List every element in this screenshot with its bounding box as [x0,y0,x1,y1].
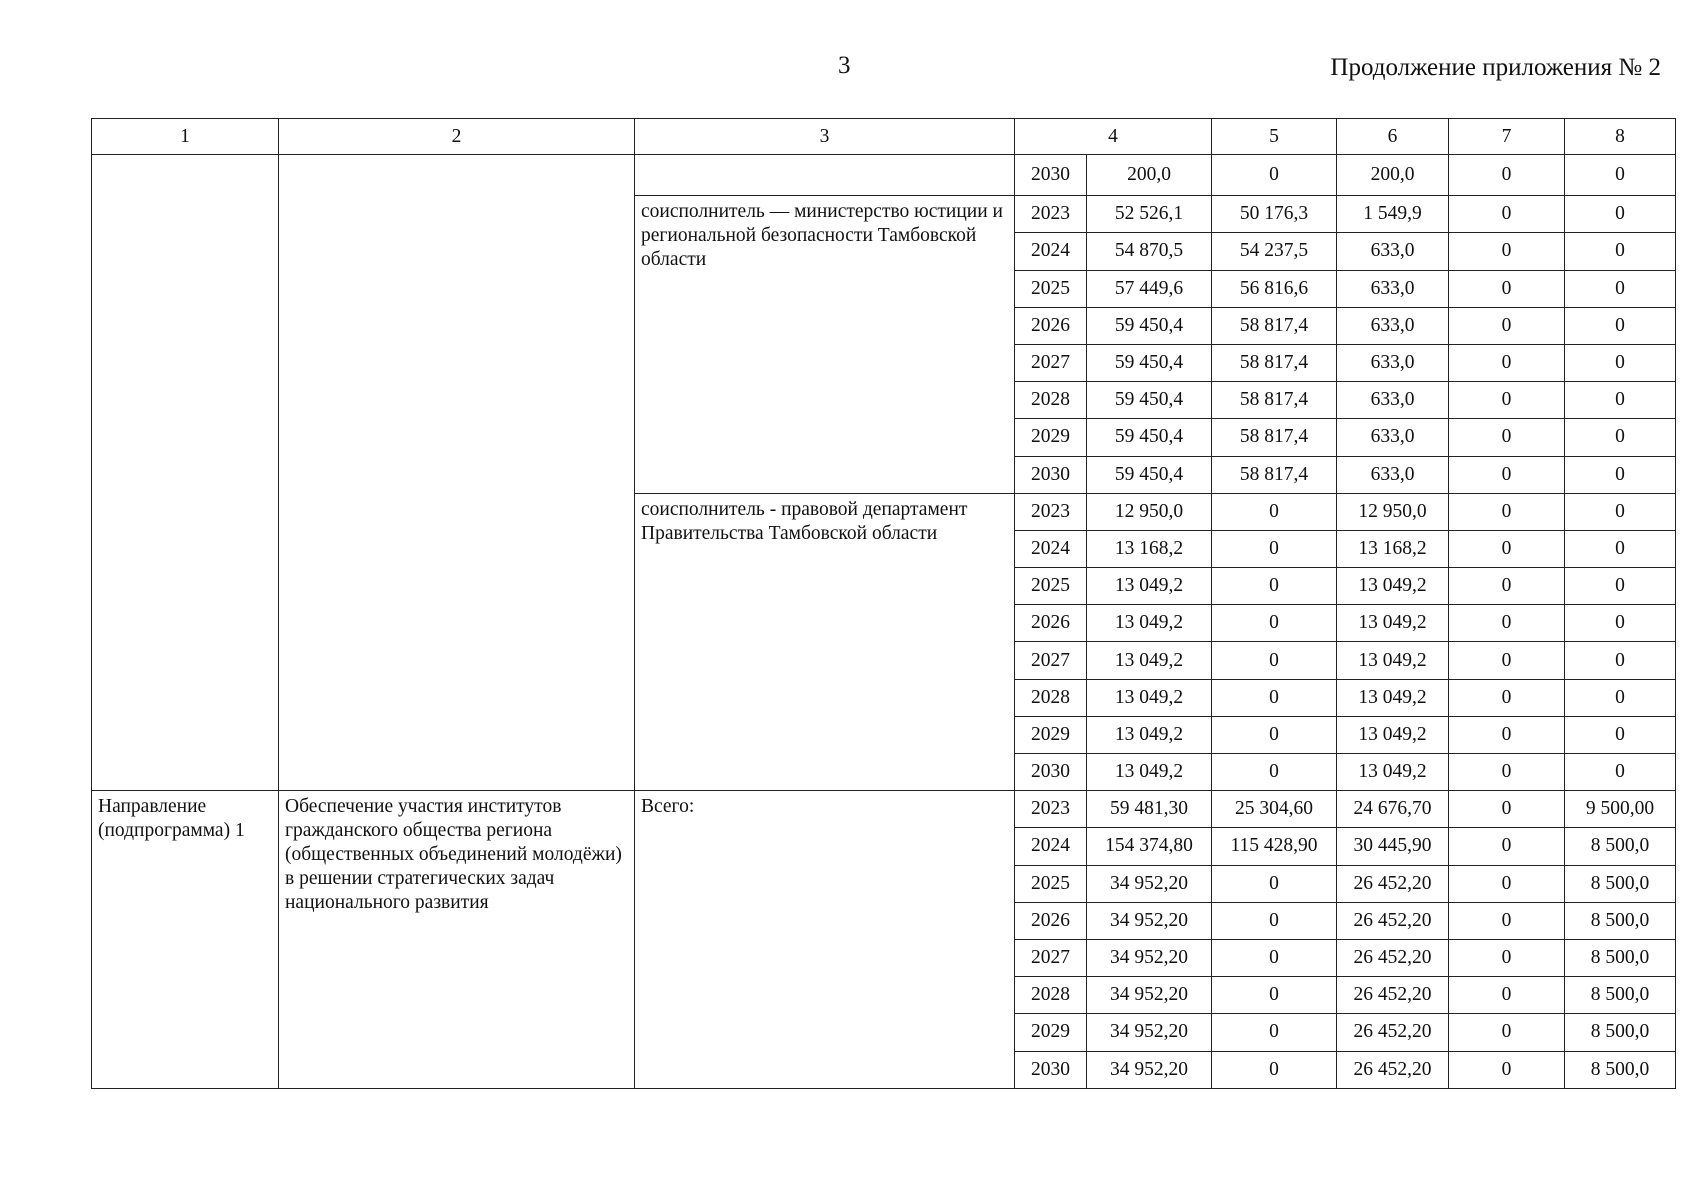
value-cell: 0 [1565,233,1676,270]
executor-cell: соисполнитель — министерство юстиции и региональной безопасности Тамбовской области [635,196,1015,494]
value-cell: 12 950,0 [1087,493,1212,530]
value-cell: 0 [1212,530,1337,567]
column-header: 8 [1565,119,1676,155]
value-cell: 13 049,2 [1087,679,1212,716]
value-cell: 0 [1449,605,1565,642]
value-cell: 13 049,2 [1337,605,1449,642]
value-cell: 8 500,0 [1565,1051,1676,1088]
value-cell: 8 500,0 [1565,828,1676,865]
value-cell: 0 [1449,939,1565,976]
value-cell: 8 500,0 [1565,977,1676,1014]
value-cell: 0 [1212,716,1337,753]
page-number: 3 [838,52,851,79]
value-cell: 0 [1212,605,1337,642]
year-cell: 2027 [1015,642,1087,679]
value-cell: 633,0 [1337,419,1449,456]
value-cell: 58 817,4 [1212,307,1337,344]
value-cell: 0 [1449,382,1565,419]
value-cell: 200,0 [1087,155,1212,196]
value-cell: 0 [1449,828,1565,865]
value-cell: 0 [1565,155,1676,196]
year-cell: 2025 [1015,865,1087,902]
column-header: 3 [635,119,1015,155]
column-header: 5 [1212,119,1337,155]
value-cell: 0 [1449,270,1565,307]
value-cell: 1 549,9 [1337,196,1449,233]
value-cell: 58 817,4 [1212,456,1337,493]
value-cell: 0 [1565,456,1676,493]
value-cell: 58 817,4 [1212,382,1337,419]
value-cell: 8 500,0 [1565,902,1676,939]
value-cell: 0 [1212,1051,1337,1088]
year-cell: 2030 [1015,1051,1087,1088]
value-cell: 26 452,20 [1337,902,1449,939]
value-cell: 0 [1565,568,1676,605]
value-cell: 0 [1565,307,1676,344]
value-cell: 0 [1449,791,1565,828]
value-cell: 0 [1449,642,1565,679]
direction-cell: Направление (подпрограмма) 1 [92,791,279,1089]
value-cell: 0 [1449,155,1565,196]
value-cell: 56 816,6 [1212,270,1337,307]
value-cell: 0 [1449,1014,1565,1051]
year-cell: 2024 [1015,233,1087,270]
value-cell: 0 [1565,344,1676,381]
value-cell: 13 168,2 [1087,530,1212,567]
value-cell: 54 870,5 [1087,233,1212,270]
value-cell: 9 500,00 [1565,791,1676,828]
value-cell: 8 500,0 [1565,865,1676,902]
value-cell: 0 [1565,196,1676,233]
value-cell: 0 [1449,716,1565,753]
value-cell: 26 452,20 [1337,939,1449,976]
funding-table [91,118,1676,1089]
value-cell: 0 [1449,307,1565,344]
executor-cell: соисполнитель - правовой департамент Правительства Тамбовской области [635,493,1015,791]
year-cell: 2025 [1015,568,1087,605]
value-cell: 26 452,20 [1337,1014,1449,1051]
value-cell: 13 049,2 [1087,568,1212,605]
value-cell: 59 450,4 [1087,344,1212,381]
value-cell: 13 049,2 [1087,716,1212,753]
year-cell: 2030 [1015,456,1087,493]
description-cell: Обеспечение участия институтов гражданского общества региона (общественных объединений молодёжи) в решении стратегических задач национального развития [279,791,635,1089]
value-cell: 13 049,2 [1337,716,1449,753]
value-cell: 0 [1449,196,1565,233]
year-cell: 2028 [1015,679,1087,716]
value-cell: 633,0 [1337,382,1449,419]
value-cell: 633,0 [1337,344,1449,381]
value-cell: 200,0 [1337,155,1449,196]
value-cell: 50 176,3 [1212,196,1337,233]
value-cell: 0 [1449,344,1565,381]
table-row [92,791,1676,828]
value-cell: 59 450,4 [1087,382,1212,419]
value-cell: 0 [1565,642,1676,679]
year-cell: 2023 [1015,791,1087,828]
value-cell: 24 676,70 [1337,791,1449,828]
value-cell: 633,0 [1337,307,1449,344]
year-cell: 2029 [1015,1014,1087,1051]
value-cell: 633,0 [1337,270,1449,307]
value-cell: 13 049,2 [1087,642,1212,679]
value-cell: 13 049,2 [1337,754,1449,791]
year-cell: 2028 [1015,977,1087,1014]
value-cell: 0 [1565,382,1676,419]
year-cell: 2023 [1015,196,1087,233]
value-cell: 34 952,20 [1087,1051,1212,1088]
column-header: 6 [1337,119,1449,155]
description-cell [279,155,635,791]
value-cell: 57 449,6 [1087,270,1212,307]
executor-cell [635,155,1015,196]
value-cell: 58 817,4 [1212,419,1337,456]
executor-cell: Всего: [635,791,1015,1089]
year-cell: 2024 [1015,530,1087,567]
year-cell: 2030 [1015,155,1087,196]
value-cell: 0 [1449,1051,1565,1088]
year-cell: 2029 [1015,716,1087,753]
value-cell: 0 [1565,493,1676,530]
column-header: 2 [279,119,635,155]
value-cell: 54 237,5 [1212,233,1337,270]
value-cell: 26 452,20 [1337,977,1449,1014]
value-cell: 13 049,2 [1337,642,1449,679]
value-cell: 34 952,20 [1087,977,1212,1014]
year-cell: 2023 [1015,493,1087,530]
value-cell: 30 445,90 [1337,828,1449,865]
value-cell: 52 526,1 [1087,196,1212,233]
value-cell: 58 817,4 [1212,344,1337,381]
value-cell: 0 [1212,642,1337,679]
value-cell: 0 [1212,902,1337,939]
value-cell: 0 [1565,270,1676,307]
value-cell: 115 428,90 [1212,828,1337,865]
column-header: 4 [1015,119,1212,155]
table-row [92,155,1676,196]
year-cell: 2026 [1015,307,1087,344]
column-number-row [92,119,1676,155]
year-cell: 2026 [1015,902,1087,939]
value-cell: 0 [1565,419,1676,456]
value-cell: 154 374,80 [1087,828,1212,865]
value-cell: 34 952,20 [1087,865,1212,902]
value-cell: 0 [1449,493,1565,530]
value-cell: 0 [1565,530,1676,567]
value-cell: 633,0 [1337,233,1449,270]
value-cell: 8 500,0 [1565,939,1676,976]
value-cell: 0 [1449,977,1565,1014]
value-cell: 0 [1449,233,1565,270]
table-body [92,155,1676,1089]
value-cell: 0 [1449,456,1565,493]
value-cell: 0 [1449,865,1565,902]
value-cell: 0 [1212,1014,1337,1051]
year-cell: 2026 [1015,605,1087,642]
value-cell: 13 168,2 [1337,530,1449,567]
value-cell: 0 [1449,419,1565,456]
value-cell: 0 [1449,530,1565,567]
value-cell: 34 952,20 [1087,1014,1212,1051]
value-cell: 59 450,4 [1087,307,1212,344]
value-cell: 13 049,2 [1337,679,1449,716]
value-cell: 26 452,20 [1337,1051,1449,1088]
value-cell: 0 [1565,605,1676,642]
year-cell: 2025 [1015,270,1087,307]
value-cell: 0 [1449,902,1565,939]
value-cell: 0 [1565,716,1676,753]
value-cell: 0 [1212,754,1337,791]
value-cell: 59 450,4 [1087,456,1212,493]
year-cell: 2027 [1015,344,1087,381]
year-cell: 2027 [1015,939,1087,976]
year-cell: 2024 [1015,828,1087,865]
column-header: 7 [1449,119,1565,155]
continuation-title: Продолжение приложения № 2 [1330,54,1661,81]
value-cell: 34 952,20 [1087,939,1212,976]
value-cell: 59 450,4 [1087,419,1212,456]
value-cell: 13 049,2 [1087,754,1212,791]
value-cell: 0 [1449,568,1565,605]
value-cell: 0 [1565,679,1676,716]
value-cell: 0 [1212,493,1337,530]
value-cell: 8 500,0 [1565,1014,1676,1051]
value-cell: 26 452,20 [1337,865,1449,902]
value-cell: 13 049,2 [1337,568,1449,605]
value-cell: 0 [1212,568,1337,605]
column-header: 1 [92,119,279,155]
value-cell: 13 049,2 [1087,605,1212,642]
year-cell: 2030 [1015,754,1087,791]
value-cell: 59 481,30 [1087,791,1212,828]
year-cell: 2028 [1015,382,1087,419]
value-cell: 633,0 [1337,456,1449,493]
value-cell: 12 950,0 [1337,493,1449,530]
value-cell: 25 304,60 [1212,791,1337,828]
direction-cell [92,155,279,791]
value-cell: 0 [1212,155,1337,196]
value-cell: 34 952,20 [1087,902,1212,939]
value-cell: 0 [1212,939,1337,976]
value-cell: 0 [1212,865,1337,902]
value-cell: 0 [1449,679,1565,716]
value-cell: 0 [1212,679,1337,716]
year-cell: 2029 [1015,419,1087,456]
value-cell: 0 [1212,977,1337,1014]
value-cell: 0 [1565,754,1676,791]
value-cell: 0 [1449,754,1565,791]
